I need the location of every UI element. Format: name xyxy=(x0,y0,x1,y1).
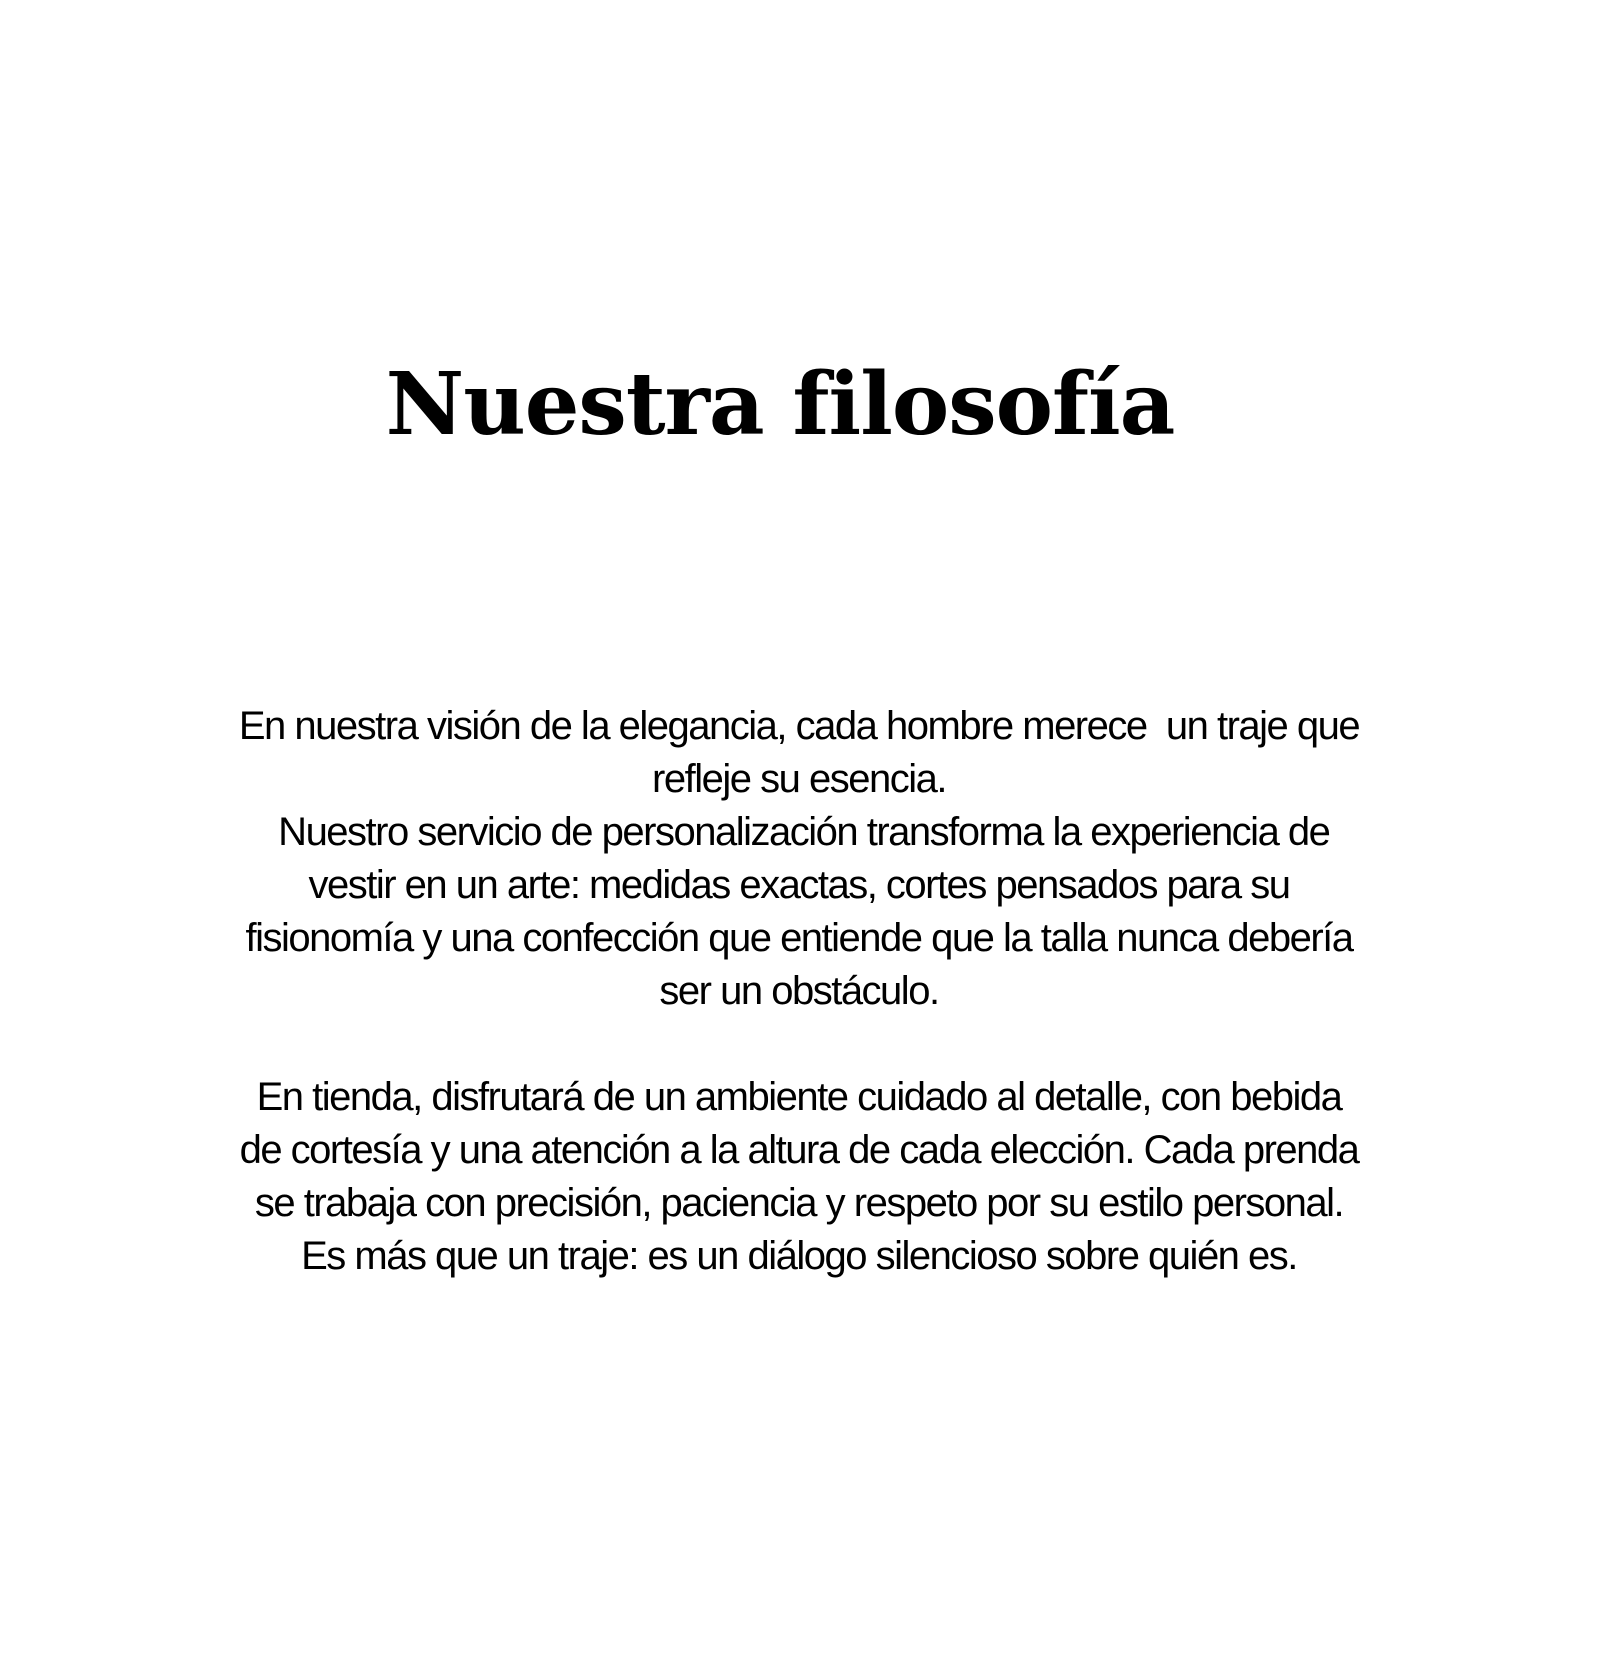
text-line: refleje su esencia. xyxy=(652,757,946,801)
text-line: fisionomía y una confección que entiende que la talla nunca debería xyxy=(245,916,1353,960)
text-line: Nuestro servicio de personalización transforma la experiencia de xyxy=(268,810,1330,854)
text-line: Es más que un traje: es un diálogo silencioso sobre quién es. xyxy=(301,1234,1297,1278)
text-line: En tienda, disfrutará de un ambiente cuidado al detalle, con bebida xyxy=(256,1075,1342,1119)
paragraph-store xyxy=(0,1071,1598,1283)
philosophy-text xyxy=(0,700,1598,1283)
page-title: Nuestra filosofía xyxy=(385,354,1175,455)
text-line: se trabaja con precisión, paciencia y respeto por su estilo personal. xyxy=(254,1181,1344,1225)
text-line: ser un obstáculo. xyxy=(659,969,939,1013)
text-line: vestir en un arte: medidas exactas, cortes pensados para su xyxy=(308,863,1290,907)
paragraph-vision xyxy=(0,700,1598,1018)
text-line: En nuestra visión de la elegancia, cada hombre merece un traje que xyxy=(238,704,1360,748)
paragraph-spacer xyxy=(0,1018,1598,1071)
text-line: de cortesía y una atención a la altura de cada elección. Cada prenda xyxy=(239,1128,1359,1172)
